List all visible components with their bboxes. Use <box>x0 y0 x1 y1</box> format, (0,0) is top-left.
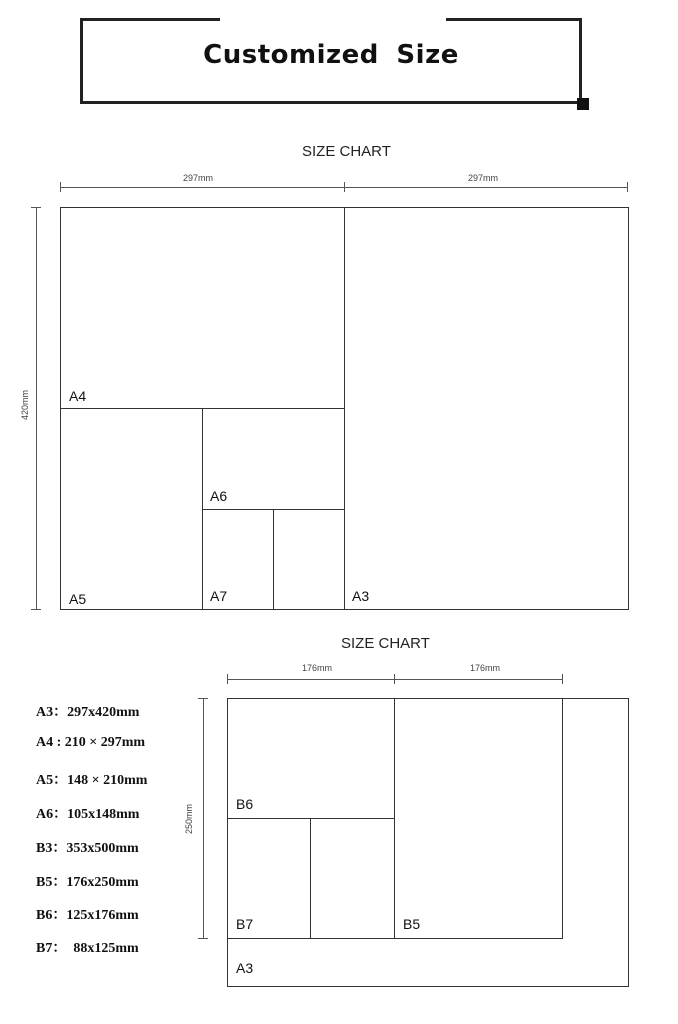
spec-value: 88x125mm <box>66 941 139 956</box>
page-title: Customized Size <box>203 40 459 70</box>
title-frame-top-left <box>80 18 220 21</box>
chart1-label-a5: A5 <box>69 591 87 607</box>
spec-item-b3 <box>36 837 139 857</box>
chart1-title: SIZE CHART <box>302 143 391 160</box>
chart1-dim-tick-right <box>627 182 628 192</box>
spec-value: 353x500mm <box>66 841 139 856</box>
spec-separator: : <box>53 735 65 750</box>
chart1-label-a4: A4 <box>69 388 87 404</box>
chart2-width-dimension-line <box>227 679 563 680</box>
spec-name: B7 <box>36 941 53 956</box>
chart2-height-dimension-line <box>203 698 204 939</box>
spec-separator: ： <box>53 807 68 822</box>
spec-value: 297x420mm <box>67 705 140 720</box>
chart2-dim-tick-middle <box>394 674 395 684</box>
chart1-dim-tick-bottom <box>31 609 41 610</box>
chart1-width-label-left: 297mm <box>183 173 214 183</box>
chart1-height-dimension-line <box>36 207 37 610</box>
spec-item-a3 <box>36 701 139 721</box>
chart2-label-a3: A3 <box>236 960 254 976</box>
chart1-height-label: 420mm <box>20 389 30 420</box>
spec-item-a4 <box>36 735 145 751</box>
chart2-b6-divider <box>227 818 395 819</box>
chart2-dim-tick-left <box>227 674 228 684</box>
spec-item-b5 <box>36 871 139 891</box>
spec-item-b7 <box>36 937 139 957</box>
chart1-label-a6: A6 <box>210 488 228 504</box>
chart1-dim-tick-top <box>31 207 41 208</box>
spec-value: 125x176mm <box>66 908 139 923</box>
spec-value: 210 × 297mm <box>64 735 146 750</box>
chart2-width-label-right: 176mm <box>470 663 501 673</box>
spec-separator: ： <box>52 941 67 956</box>
spec-value: 148 × 210mm <box>67 773 148 788</box>
spec-item-a6 <box>36 803 139 823</box>
chart1-label-a3: A3 <box>352 588 370 604</box>
chart2-a3-frame <box>227 698 629 987</box>
chart2-b-bottom-edge <box>227 938 563 939</box>
spec-value: 105x148mm <box>67 807 140 822</box>
spec-name: A3 <box>36 705 54 720</box>
chart2-width-label-left: 176mm <box>302 663 333 673</box>
chart2-label-b6: B6 <box>236 796 254 812</box>
spec-name: A4 <box>36 735 54 750</box>
spec-separator: ： <box>52 908 67 923</box>
spec-separator: ： <box>53 705 68 720</box>
chart2-b-right-edge <box>562 698 563 939</box>
chart2-label-b5: B5 <box>403 916 421 932</box>
title-frame-corner <box>577 98 589 110</box>
spec-item-b6 <box>36 904 139 924</box>
chart2-dim-tick-top <box>198 698 208 699</box>
spec-name: B6 <box>36 908 53 923</box>
chart2-dim-tick-right <box>562 674 563 684</box>
title-frame-top-right <box>446 18 582 21</box>
chart2-title: SIZE CHART <box>341 635 430 652</box>
chart1-dim-tick-middle <box>344 182 345 192</box>
spec-value: 176x250mm <box>66 875 139 890</box>
spec-name: B3 <box>36 841 53 856</box>
spec-separator: ： <box>52 841 67 856</box>
spec-item-a5 <box>36 769 147 789</box>
chart2-dim-tick-bottom <box>198 938 208 939</box>
chart2-b7-divider <box>310 818 311 939</box>
chart1-dim-tick-left <box>60 182 61 192</box>
chart1-a7-divider <box>273 509 274 610</box>
spec-name: A6 <box>36 807 54 822</box>
spec-name: B5 <box>36 875 53 890</box>
spec-separator: ： <box>53 773 68 788</box>
chart2-height-label: 250mm <box>184 803 194 834</box>
chart2-label-b7: B7 <box>236 916 254 932</box>
chart1-label-a7: A7 <box>210 588 228 604</box>
spec-name: A5 <box>36 773 54 788</box>
chart1-width-label-right: 297mm <box>468 173 499 183</box>
spec-separator: ： <box>52 875 67 890</box>
